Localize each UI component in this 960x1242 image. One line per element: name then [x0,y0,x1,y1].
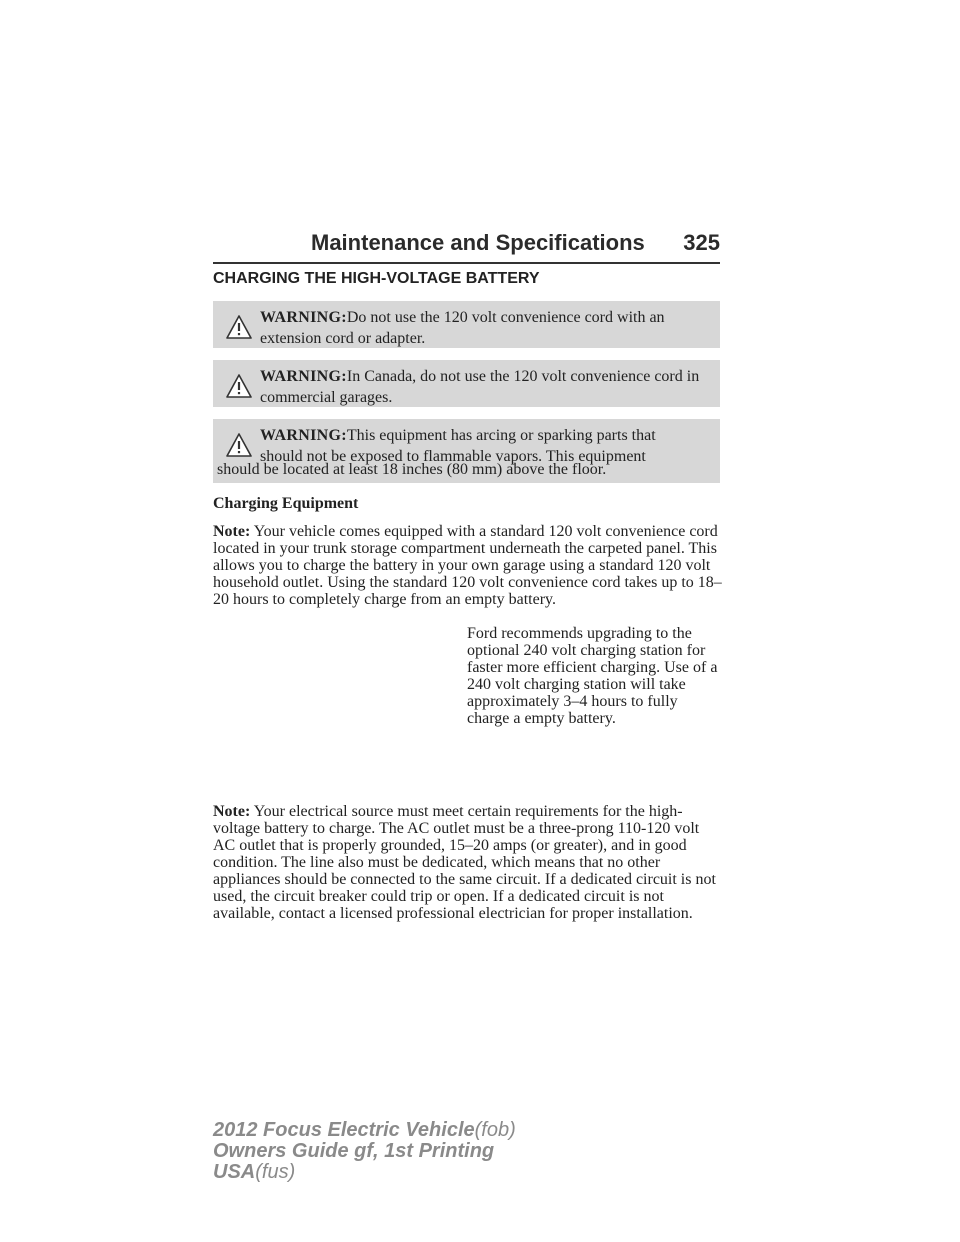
note-label: Note: [213,803,251,820]
note-paragraph [213,803,723,922]
warning-body: In Canada, do not use the 120 volt convenience cord in commercial garages. [260,368,700,406]
warning-box [213,360,720,407]
subheading: Charging Equipment [213,495,359,512]
warning-box [213,419,720,483]
footer-line: USA(fus) [213,1161,296,1183]
note-label: Note: [213,523,251,540]
note-text: Your electrical source must meet certain requirements for the high-voltage battery to charge. The AC outlet must be a three-prong 110-120 volt AC outlet that is properly grounded, 15–20 amps (or greater), and in good condition. The line also must be dedicated, which means that no other appliances should be connected to the same circuit. If a dedicated circuit is not used, the circuit breaker could trip or open. If a dedicated circuit is not available, contact a licensed professional electrician for proper installation. [213,803,716,922]
warning-label: WARNING: [260,368,347,385]
chapter-title: Maintenance and Specifications [311,230,645,255]
warning-box [213,301,720,348]
warning-text [260,307,712,349]
warning-label: WARNING: [260,309,347,326]
warning-text-line: should be located at least 18 inches (80 mm) above the floor. [217,461,607,478]
footer-line: 2012 Focus Electric Vehicle(fob) [213,1119,516,1141]
warning-label: WARNING: [260,427,347,444]
warning-triangle-icon [226,315,252,339]
note-paragraph [213,523,723,608]
recommendation-paragraph: Ford recommends upgrading to the optional 240 volt charging station for faster more efficient charging. Use of a 240 volt charging station will take approximately 3–4 hours to fully charge a empty battery. [467,625,718,727]
footer-line: Owners Guide gf, 1st Printing [213,1140,495,1162]
warning-body: This equipment has arcing or sparking parts that [346,427,656,444]
warning-text-line: should not be exposed to flammable vapors. This equipment [260,448,646,465]
page-number: 325 [683,230,720,255]
warning-body: Do not use the 120 volt convenience cord with an extension cord or adapter. [260,309,665,347]
section-title: CHARGING THE HIGH-VOLTAGE BATTERY [213,270,540,287]
page-header [213,228,720,264]
note-text: Your vehicle comes equipped with a standard 120 volt convenience cord located in your trunk storage compartment underneath the carpeted panel. This allows you to charge the battery in your own garage using a standard 120 volt household outlet. Using the standard 120 volt convenience cord takes up to 18–20 hours to completely charge from an empty battery. [213,523,722,608]
warning-triangle-icon [226,433,252,457]
warning-triangle-icon [226,374,252,398]
page-footer [213,1120,516,1183]
warning-text-line [260,425,712,446]
warning-text [260,366,712,408]
